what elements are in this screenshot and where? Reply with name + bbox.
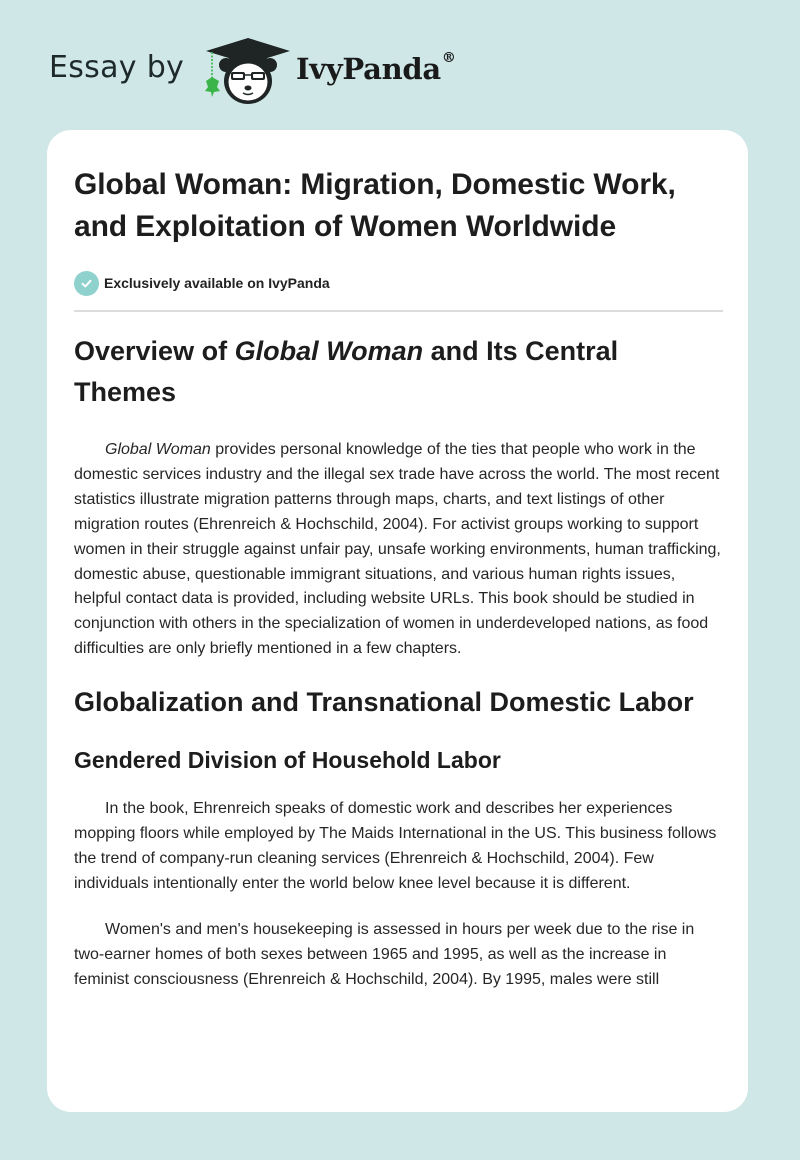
paragraph-overview: Global Woman provides personal knowledge of the ties that people who work in the domestic services industry and the illegal sex trade have across the world. The most recent statistics illustrate migration patterns through maps, charts, and text listings of other migration routes (Ehrenreich & Hochschild, 2004). For activist groups working to support women in their struggle against unfair pay, unsafe working environments, human trafficking, domestic abuse, questionable immigrant situations, and various human rights issues, helpful contact data is provided, including website URLs. This book should be studied in conjunction with others in the specialization of women in underdeveloped nations, as food difficulties are only briefly mentioned in a few chapters. [74,441,721,658]
exclusive-badge [74,270,722,296]
section-heading-overview: Overview of Global Woman and Its Central Themes [74,336,619,407]
paragraph-housekeeping-hours: Women's and men's housekeeping is assessed in hours per week due to the rise in two-earner homes of both sexes between 1965 and 1995, as well as the increase in feminist consciousness (Ehrenreich & Hochschild, 2004). By 1995, males were still [74,920,695,988]
subsection-heading-gendered-division: Gendered Division of Household Labor [74,747,501,774]
check-icon [74,271,99,296]
article-title: Global Woman: Migration, Domestic Work, and Exploitation of Women Worldwide [74,168,676,243]
paragraph-domestic-work: In the book, Ehrenreich speaks of domestic work and describes her experiences mopping floors while employed by The Maids International in the US. This business follows the trend of company-run cleaning services (Ehrenreich & Hochschild, 2004). Few individuals intentionally enter the world below knee level because it is different. [74,800,717,892]
section-heading-globalization: Globalization and Transnational Domestic Labor [74,687,694,718]
site-header [0,0,800,130]
registered-mark: ® [441,50,456,66]
brand-name[interactable]: IvyPanda® [296,50,456,86]
essay-by-label: Essay by [49,50,185,85]
article-card [47,130,748,1112]
ivypanda-panda-logo-icon[interactable] [202,35,294,107]
title-divider [74,310,723,312]
exclusive-badge-text: Exclusively available on IvyPanda [104,275,330,291]
